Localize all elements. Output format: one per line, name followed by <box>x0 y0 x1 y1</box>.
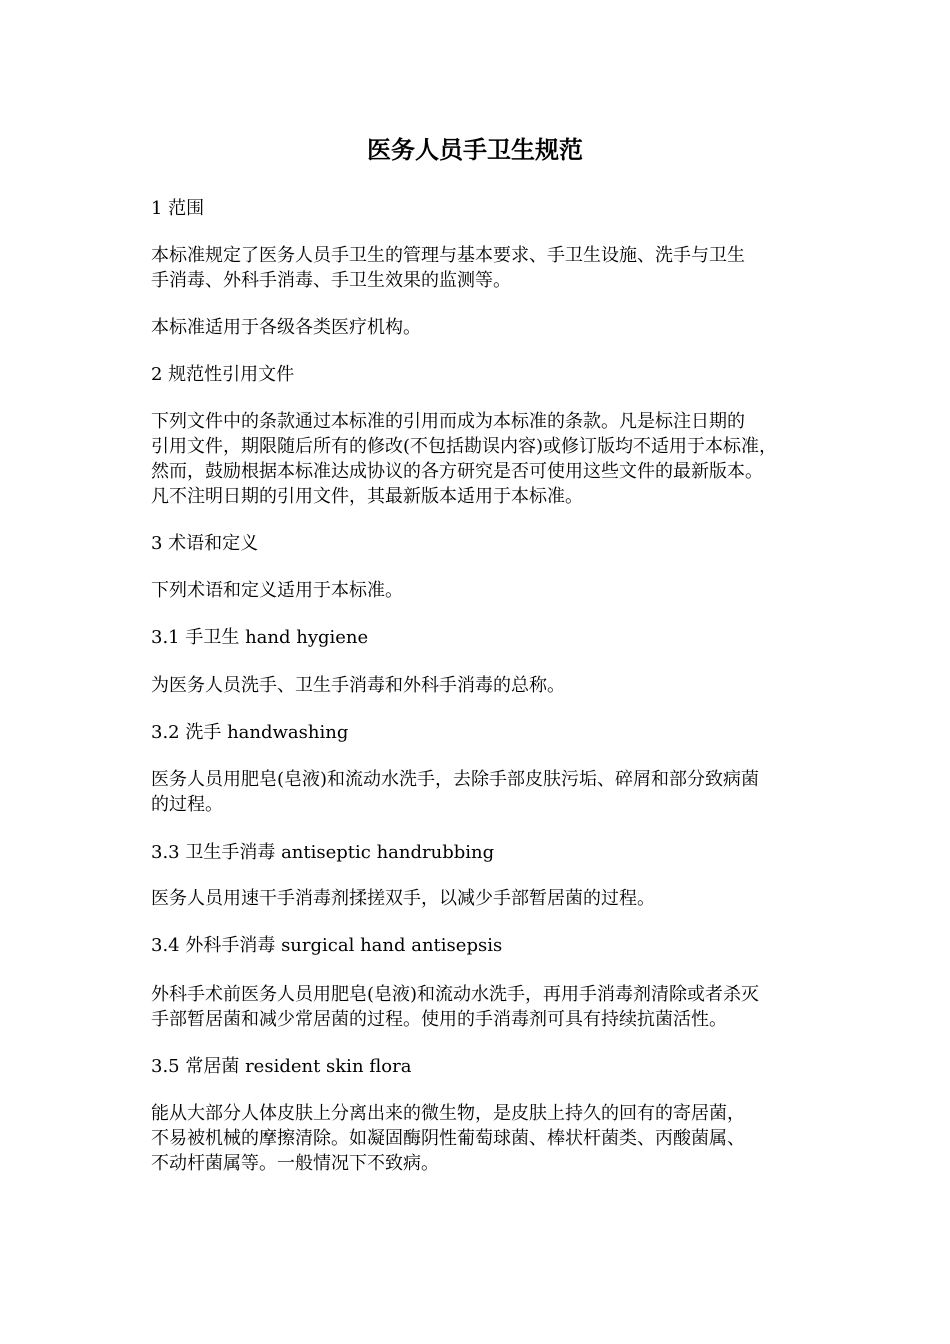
term-heading: 3.4 外科手消毒 surgical hand antisepsis <box>151 935 503 956</box>
paragraph-line: 凡不注明日期的引用文件，其最新版本适用于本标准。 <box>151 486 583 507</box>
paragraph-line: 外科手术前医务人员用肥皂(皂液)和流动水洗手，再用手消毒剂清除或者杀灭 <box>151 984 760 1005</box>
term-heading: 3.3 卫生手消毒 antiseptic handrubbing <box>151 842 495 863</box>
paragraph-line: 医务人员用速干手消毒剂揉搓双手，以减少手部暂居菌的过程。 <box>151 888 655 909</box>
paragraph-line: 下列文件中的条款通过本标准的引用而成为本标准的条款。凡是标注日期的 <box>151 411 745 432</box>
term-heading: 3.2 洗手 handwashing <box>151 722 349 743</box>
term-heading: 3.1 手卫生 hand hygiene <box>151 627 369 648</box>
paragraph-line: 医务人员用肥皂(皂液)和流动水洗手，去除手部皮肤污垢、碎屑和部分致病菌 <box>151 769 760 790</box>
section-heading-terms: 3 术语和定义 <box>151 533 259 554</box>
paragraph-line: 的过程。 <box>151 794 223 815</box>
page-title: 医务人员手卫生规范 <box>367 135 583 164</box>
paragraph-line: 手部暂居菌和减少常居菌的过程。使用的手消毒剂可具有持续抗菌活性。 <box>151 1009 727 1030</box>
paragraph-line: 能从大部分人体皮肤上分离出来的微生物，是皮肤上持久的回有的寄居菌， <box>151 1103 745 1124</box>
paragraph-line: 然而，鼓励根据本标准达成协议的各方研究是否可使用这些文件的最新版本。 <box>151 461 763 482</box>
paragraph-line: 不易被机械的摩擦清除。如凝固酶阴性葡萄球菌、棒状杆菌类、丙酸菌属、 <box>151 1128 745 1149</box>
term-heading: 3.5 常居菌 resident skin flora <box>151 1056 412 1077</box>
section-heading-normative-references: 2 规范性引用文件 <box>151 364 295 385</box>
paragraph-line: 下列术语和定义适用于本标准。 <box>151 580 403 601</box>
paragraph-line: 本标准规定了医务人员手卫生的管理与基本要求、手卫生设施、洗手与卫生 <box>151 245 745 266</box>
paragraph-line: 为医务人员洗手、卫生手消毒和外科手消毒的总称。 <box>151 675 565 696</box>
paragraph-line: 不动杆菌属等。一般情况下不致病。 <box>151 1153 439 1174</box>
paragraph-line: 引用文件，期限随后所有的修改(不包括勘误内容)或修订版均不适用于本标准， <box>151 436 778 457</box>
paragraph-line: 手消毒、外科手消毒、手卫生效果的监测等。 <box>151 270 511 291</box>
paragraph-line: 本标准适用于各级各类医疗机构。 <box>151 317 421 338</box>
section-heading-scope: 1 范围 <box>151 198 205 219</box>
